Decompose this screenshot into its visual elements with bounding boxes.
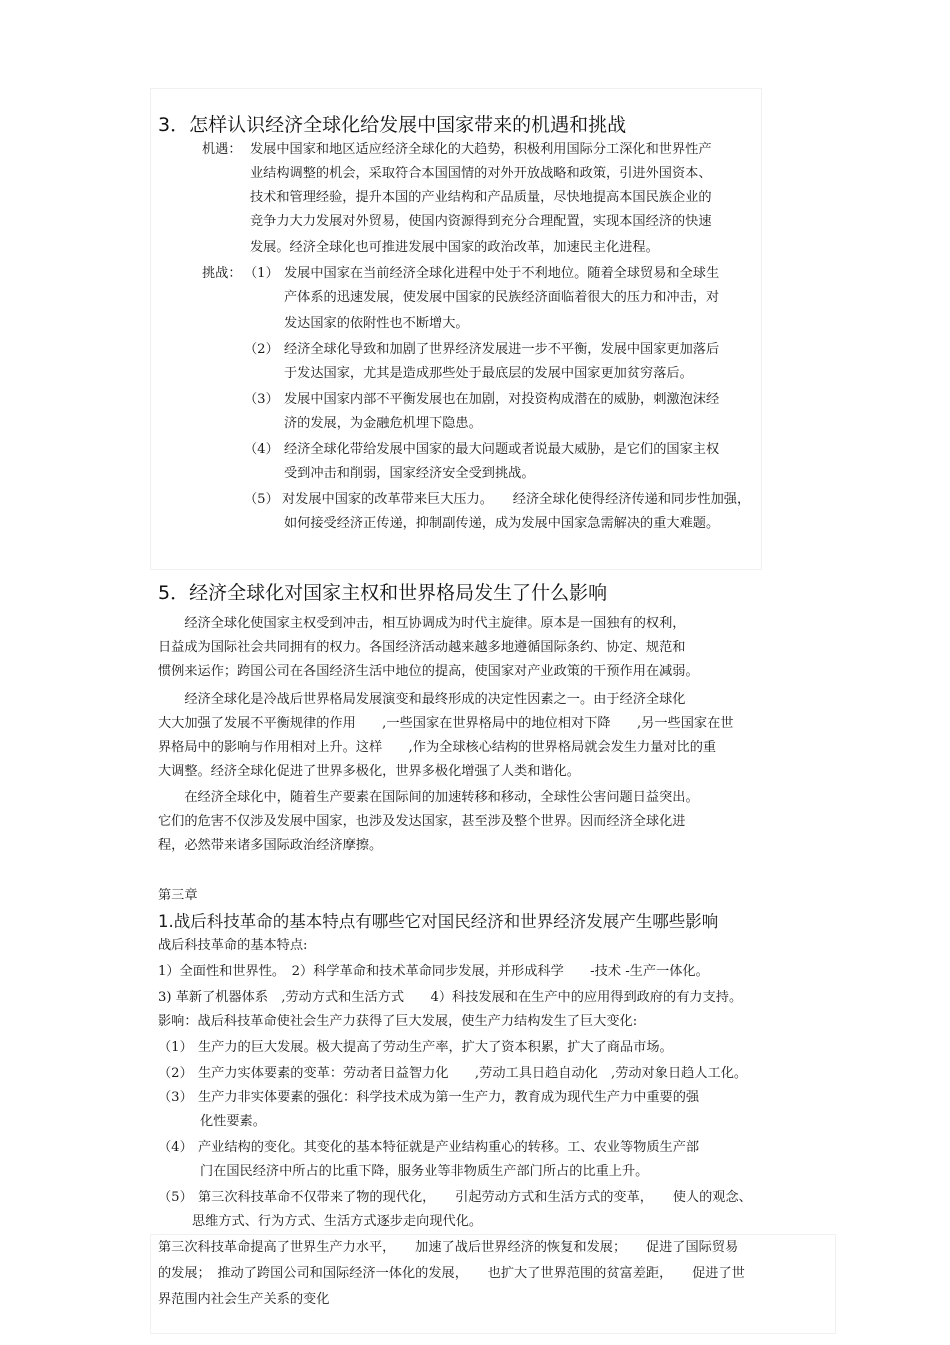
challenge-text: 受到冲击和削弱，国家经济安全受到挑战。: [284, 466, 535, 481]
paragraph-line: 它们的危害不仅涉及发展中国家，也涉及发达国家，甚至涉及整个世界。因而经济全球化进: [158, 814, 686, 829]
opportunity-line: 发展。经济全球化也可推进发展中国家的政治改革，加速民主化进程。: [250, 240, 659, 255]
summary-line: 的发展； 推动了跨国公司和国际经济一体化的发展， 也扩大了世界范围的贫富差距， 促进了世: [158, 1266, 745, 1281]
impact-text: 生产力实体要素的变革：劳动者日益智力化 ,劳动工具日趋自动化 ,劳动对象日趋人工化。: [198, 1066, 748, 1081]
section5-title: 5．经济全球化对国家主权和世界格局发生了什么影响: [158, 582, 608, 604]
impact-number: （3）: [158, 1090, 193, 1105]
impact-text: 生产力的巨大发展。极大提高了劳动生产率，扩大了资本积累，扩大了商品市场。: [198, 1040, 673, 1055]
paragraph-line: 界格局中的影响与作用相对上升。这样 ,作为全球核心结构的世界格局就会发生力量对比的重: [158, 740, 717, 755]
challenge-text: 于发达国家，尤其是造成那些处于最底层的发展中国家更加贫穷落后。: [284, 366, 693, 381]
impact-number: （2）: [158, 1066, 193, 1081]
summary-line: 第三次科技革命提高了世界生产力水平， 加速了战后世界经济的恢复和发展； 促进了国际贸易: [158, 1240, 739, 1255]
opportunity-line: 竞争力大力发展对外贸易，使国内资源得到充分合理配置，实现本国经济的快速: [250, 214, 712, 229]
challenge-text: 发展中国家在当前经济全球化进程中处于不利地位。随着全球贸易和全球生: [284, 266, 720, 281]
challenge-text: 济的发展，为金融危机埋下隐患。: [284, 416, 482, 431]
challenge-number: （2）: [244, 342, 279, 357]
challenge-number: （4）: [244, 442, 279, 457]
challenge-number: （5）: [244, 492, 279, 507]
impact-intro: 影响：战后科技革命使社会生产力获得了巨大发展，使生产力结构发生了巨大变化:: [158, 1014, 638, 1029]
challenge-text: 产体系的迅速发展，使发展中国家的民族经济面临着很大的压力和冲击，对: [284, 290, 720, 305]
impact-text: 产业结构的变化。其变化的基本特征就是产业结构重心的转移。工、农业等物质生产部: [198, 1140, 700, 1155]
paragraph-line: 大调整。经济全球化促进了世界多极化，世界多极化增强了人类和谐化。: [158, 764, 580, 779]
feature-line: 1）全面性和世界性。 2）科学革命和技术革命同步发展，并形成科学 -技术 -生产一体化。: [158, 964, 709, 979]
challenge-text: 经济全球化导致和加剧了世界经济发展进一步不平衡，发展中国家更加落后: [284, 342, 720, 357]
question-title: 1.战后科技革命的基本特点有哪些它对国民经济和世界经济发展产生哪些影响: [158, 912, 719, 931]
challenge-text: 如何接受经济正传递，抑制副传递，成为发展中国家急需解决的重大难题。: [284, 516, 720, 531]
opportunity-line: 发展中国家和地区适应经济全球化的大趋势，积极利用国际分工深化和世界性产: [250, 142, 712, 157]
paragraph-line: 在经济全球化中，随着生产要素在国际间的加速转移和移动，全球性公害问题日益突出。: [158, 790, 699, 805]
challenge-number: （1）: [244, 266, 279, 281]
impact-number: （1）: [158, 1040, 193, 1055]
paragraph-line: 惯例来运作；跨国公司在各国经济生活中地位的提高，使国家对产业政策的干预作用在减弱。: [158, 664, 699, 679]
paragraph-line: 程，必然带来诸多国际政治经济摩擦。: [158, 838, 383, 853]
summary-line: 界范围内社会生产关系的变化: [158, 1292, 330, 1307]
impact-text: 化性要素。: [200, 1114, 266, 1129]
impact-number: （5）: [158, 1190, 193, 1205]
paragraph-line: 经济全球化是冷战后世界格局发展演变和最终形成的决定性因素之一。由于经济全球化: [158, 692, 686, 707]
impact-text: 第三次科技革命不仅带来了物的现代化， 引起劳动方式和生活方式的变革， 使人的观念、: [198, 1190, 752, 1205]
feature-line: 3) 革新了机器体系 ,劳动方式和生活方式 4）科技发展和在生产中的应用得到政府的有力支持。: [158, 990, 743, 1005]
impact-text: 生产力非实体要素的强化：科学技术成为第一生产力，教育成为现代生产力中重要的强: [198, 1090, 700, 1105]
impact-number: （4）: [158, 1140, 193, 1155]
paragraph-line: 经济全球化使国家主权受到冲击，相互协调成为时代主旋律。原本是一国独有的权利，: [158, 616, 686, 631]
challenge-number: （3）: [244, 392, 279, 407]
chapter-heading: 第三章: [158, 888, 198, 903]
paragraph-line: 日益成为国际社会共同拥有的权力。各国经济活动越来越多地遵循国际条约、协定、规范和: [158, 640, 686, 655]
challenge-text: 发达国家的依附性也不断增大。: [284, 316, 469, 331]
challenge-label: 挑战：: [202, 266, 242, 281]
features-intro: 战后科技革命的基本特点:: [158, 938, 308, 953]
section3-title: 3．怎样认识经济全球化给发展中国家带来的机遇和挑战: [158, 114, 627, 136]
challenge-text: 对发展中国家的改革带来巨大压力。 经济全球化使得经济传递和同步性加强，: [282, 492, 751, 507]
paragraph-line: 大大加强了发展不平衡规律的作用 ,一些国家在世界格局中的地位相对下降 ,另一些国家在世: [158, 716, 734, 731]
impact-text: 思维方式、行为方式、生活方式逐步走向现代化。: [192, 1214, 483, 1229]
opportunity-line: 技术和管理经验，提升本国的产业结构和产品质量，尽快地提高本国民族企业的: [250, 190, 712, 205]
opportunity-label: 机遇：: [202, 142, 242, 157]
opportunity-line: 业结构调整的机会，采取符合本国国情的对外开放战略和政策，引进外国资本、: [250, 166, 712, 181]
challenge-text: 发展中国家内部不平衡发展也在加剧，对投资构成潜在的威胁，刺激泡沫经: [284, 392, 720, 407]
impact-text: 门在国民经济中所占的比重下降，服务业等非物质生产部门所占的比重上升。: [200, 1164, 649, 1179]
challenge-text: 经济全球化带给发展中国家的最大问题或者说最大威胁，是它们的国家主权: [284, 442, 720, 457]
